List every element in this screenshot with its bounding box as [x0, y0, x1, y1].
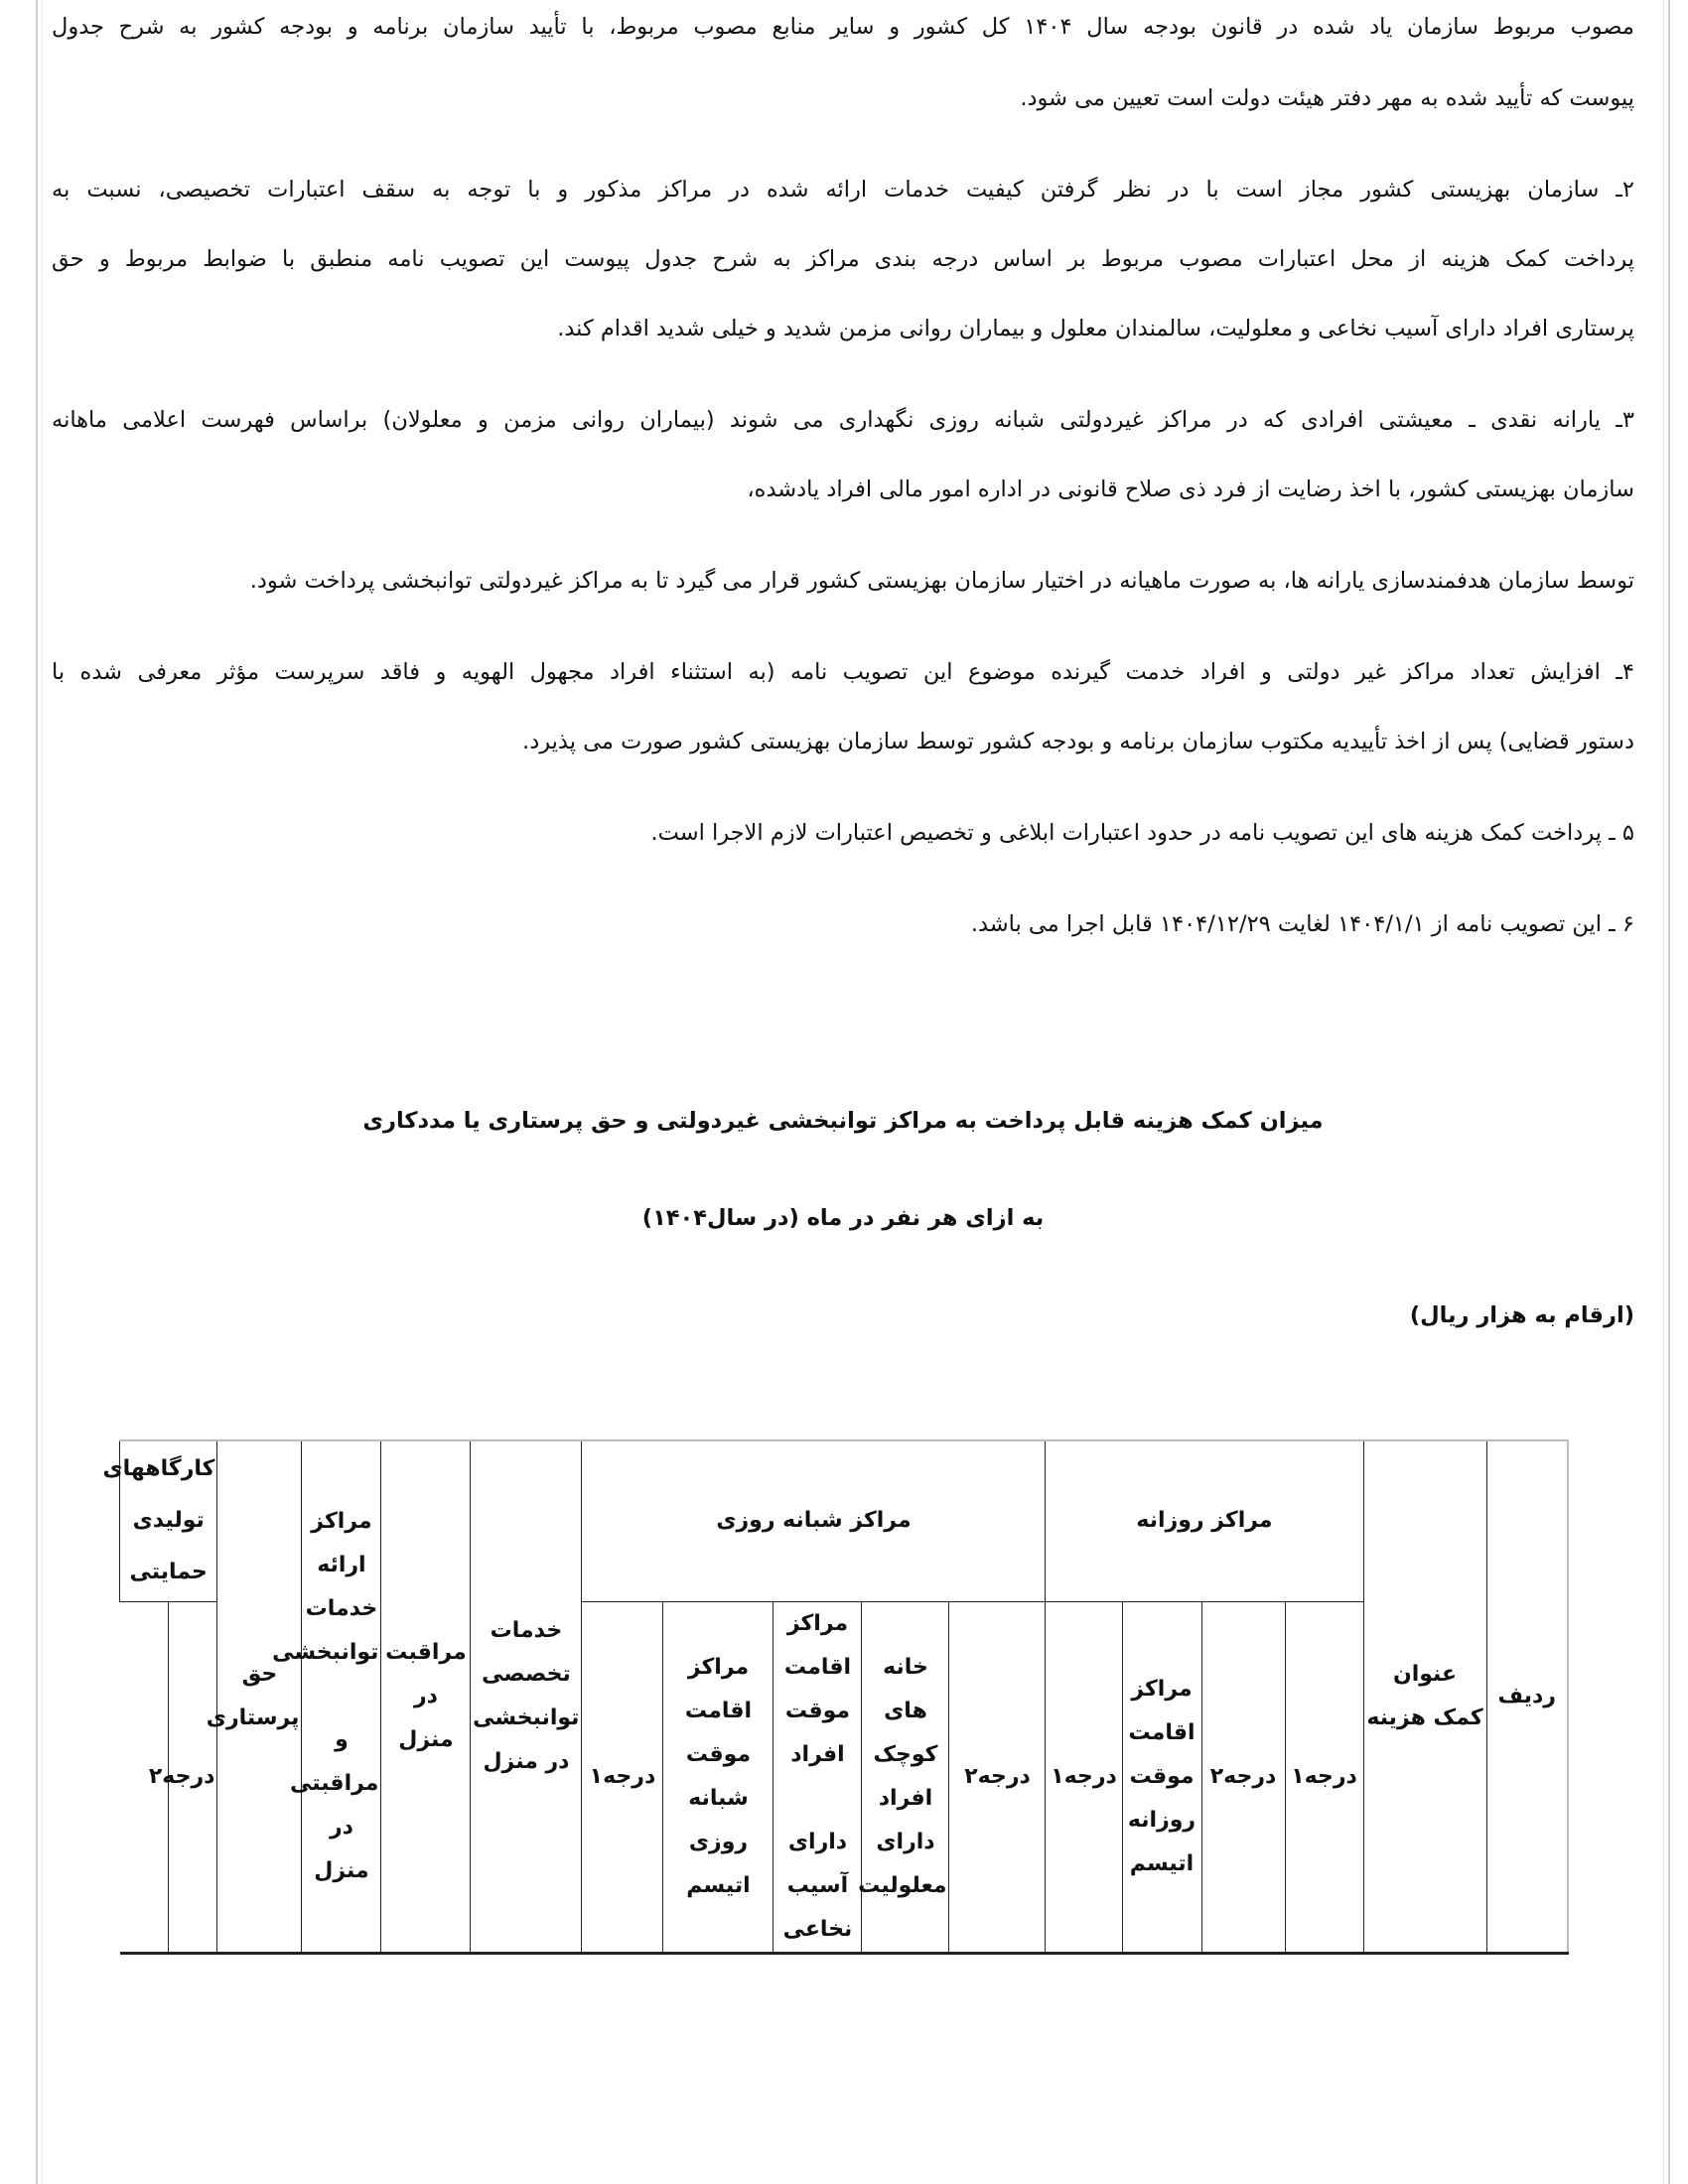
para-2-line: پرستاری افراد دارای آسیب نخاعی و معلولیت، سالمندان معلول و بیماران روانی مزمن شدید و خیلی شدید اقدام کند. — [557, 316, 1634, 341]
para-3-line: ۳ـ یارانه نقدی ـ معیشتی افرادی که در مراکز غیردولتی شبانه روزی نگهداری می شوند (بیماران روانی مزمن و معلولان) براساس فهرست اعلامی ماهانه — [52, 407, 1634, 433]
header-night-centers: مراکز شبانه روزی — [582, 1440, 1046, 1601]
spinal-centers-line: اقامت — [783, 1654, 852, 1680]
header-home-care — [381, 1440, 471, 1953]
spinal-centers-line: افراد — [790, 1741, 845, 1767]
para-4-line: ۴ـ افزایش تعداد مراکز غیر دولتی و افراد خدمت گیرنده موضوع این تصویب نامه (به استثناء افراد مجهول الهویه و فاقد سرپرست مؤثر معرفی شده با — [52, 659, 1634, 685]
header-rehab-centers-line: خدمات — [305, 1595, 378, 1621]
small-homes-line: افراد — [878, 1785, 933, 1811]
header-cost-title: عنوان کمک هزینه — [1363, 1440, 1486, 1953]
workshop-grade-2: درجه۲ — [169, 1601, 217, 1953]
small-homes-line: خانه — [883, 1654, 928, 1680]
para-5-line: ۵ ـ پرداخت کمک هزینه های این تصویب نامه در حدود اعتبارات ابلاغی و تخصیص اعتبارات لازم الاجرا است. — [650, 820, 1634, 846]
day-autism-line: اقامت — [1128, 1719, 1196, 1745]
night-autism-line: مراکز — [687, 1654, 750, 1680]
para-3-line: سازمان بهزیستی کشور، با اخذ رضایت از فرد ذی صلاح قانونی در اداره امور مالی افراد یادشده، — [747, 477, 1634, 502]
spinal-centers-line: دارای — [787, 1829, 848, 1854]
spinal-centers-line: موقت — [784, 1698, 851, 1723]
small-homes — [858, 1601, 949, 1953]
spinal-centers-line — [775, 1777, 859, 1821]
small-homes-line: معلولیت — [858, 1872, 947, 1898]
night-autism-line: موقت — [685, 1741, 752, 1767]
header-workshops-line: حمایتی — [129, 1560, 208, 1585]
para-6-line: ۶ ـ این تصویب نامه از ۱۴۰۴/۱/۱ لغایت ۱۴۰۴/۱۲/۲۹ قابل اجرا می باشد. — [970, 911, 1634, 937]
day-autism-line: روزانه — [1127, 1807, 1196, 1833]
day-autism — [1122, 1601, 1201, 1953]
header-home-care-line: مراقبت — [385, 1639, 467, 1665]
para-intro-line: پیوست که تأیید شده به مهر دفتر هیئت دولت است تعیین می شود. — [1020, 85, 1634, 111]
day-grade-1: درجه۱ — [1285, 1601, 1363, 1953]
header-workshops — [102, 1440, 217, 1601]
day-autism-line: مراکز — [1131, 1676, 1193, 1702]
para-3-cont-line: توسط سازمان هدفمندسازی یارانه ها، به صورت ماهیانه در اختیار سازمان بهزیستی کشور قرار می گیرد تا به مراکز غیردولتی توانبخشی پرداخت شود. — [249, 568, 1634, 594]
header-nursing-line: حق — [241, 1661, 278, 1687]
spinal-centers — [774, 1601, 862, 1953]
header-home-care-line: منزل — [398, 1726, 454, 1752]
header-rehab-centers-line: توانبخشی — [272, 1639, 379, 1665]
header-workshops-line: تولیدی — [132, 1508, 205, 1534]
spinal-centers-line: نخاعی — [782, 1916, 853, 1942]
para-4-line: دستور قضایی) پس از اخذ تأییدیه مکتوب سازمان برنامه و بودجه کشور توسط سازمان بهزیستی کشور صورت می پذیرد. — [522, 729, 1634, 754]
header-nursing-line: پرستاری — [206, 1705, 300, 1730]
small-homes-line: دارای — [876, 1829, 935, 1854]
table-subtitle: به ازای هر نفر در ماه (در سال۱۴۰۴) — [641, 1205, 1045, 1231]
header-home-specialist — [471, 1440, 582, 1953]
header-rehab-centers-line: و — [335, 1726, 349, 1752]
night-autism-line: روزی — [688, 1829, 749, 1854]
header-rehab-centers-line: مراقبتی — [289, 1770, 379, 1796]
para-intro-line: مصوب مربوط سازمان یاد شده در قانون بودجه سال ۱۴۰۴ کل کشور و سایر منابع مصوب مربوط، با تأیید سازمان برنامه و بودجه کشور به شرح جدول — [52, 14, 1634, 40]
cost-table — [102, 1439, 1569, 1955]
small-homes-line: کوچک — [873, 1741, 938, 1767]
night-grade-2: درجه۲ — [949, 1601, 1046, 1953]
spinal-centers-line: مراکز — [786, 1610, 849, 1636]
header-home-specialist-line: تخصصی — [482, 1661, 571, 1687]
spinal-centers-line: آسیب — [786, 1872, 849, 1898]
night-autism-line: شبانه — [688, 1785, 749, 1811]
header-rehab-centers — [272, 1440, 381, 1953]
header-day-centers: مراکز روزانه — [1046, 1440, 1363, 1601]
header-home-specialist-line: خدمات — [490, 1617, 563, 1643]
header-row-label: ردیف — [1486, 1440, 1568, 1953]
small-homes-line: های — [884, 1698, 927, 1723]
header-rehab-centers-line — [304, 1675, 378, 1718]
night-autism-line: اتیسم — [686, 1872, 751, 1898]
unit-note: (ارقام به هزار ریال) — [1409, 1302, 1634, 1328]
day-grade-2: درجه۲ — [1201, 1601, 1285, 1953]
workshop-grade-1: درجه۱ — [582, 1601, 663, 1953]
table-title: میزان کمک هزینه قابل پرداخت به مراکز توانبخشی غیردولتی و حق پرستاری یا مددکاری — [362, 1108, 1324, 1134]
header-workshops-line: کارگاههای — [102, 1456, 215, 1482]
header-rehab-centers-line: در منزل — [314, 1814, 369, 1883]
day-autism-line: موقت — [1129, 1763, 1195, 1789]
night-autism-line: اقامت — [684, 1698, 753, 1723]
header-home-specialist-line: در منزل — [483, 1748, 570, 1774]
night-grade-1: درجه۱ — [1046, 1601, 1122, 1953]
day-autism-line: اتیسم — [1129, 1850, 1195, 1876]
para-2-line: ۲ـ سازمان بهزیستی کشور مجاز است با در نظر گرفتن کیفیت خدمات ارائه شده در مراکز مذکور و با توجه به سقف اعتبارات تخصیصی، نسبت به — [52, 177, 1634, 203]
night-autism — [663, 1601, 774, 1953]
header-rehab-centers-line: مراکز ارائه — [311, 1508, 372, 1577]
para-2-line: پرداخت کمک هزینه از محل اعتبارات مصوب مربوط بر اساس درجه بندی مراکز به شرح جدول پیوست این تصویب نامه منطبق با ضوابط مربوط و حق — [52, 246, 1634, 272]
header-nursing — [206, 1440, 302, 1953]
header-home-specialist-line: توانبخشی — [473, 1705, 580, 1730]
header-home-care-line: در — [413, 1683, 438, 1708]
